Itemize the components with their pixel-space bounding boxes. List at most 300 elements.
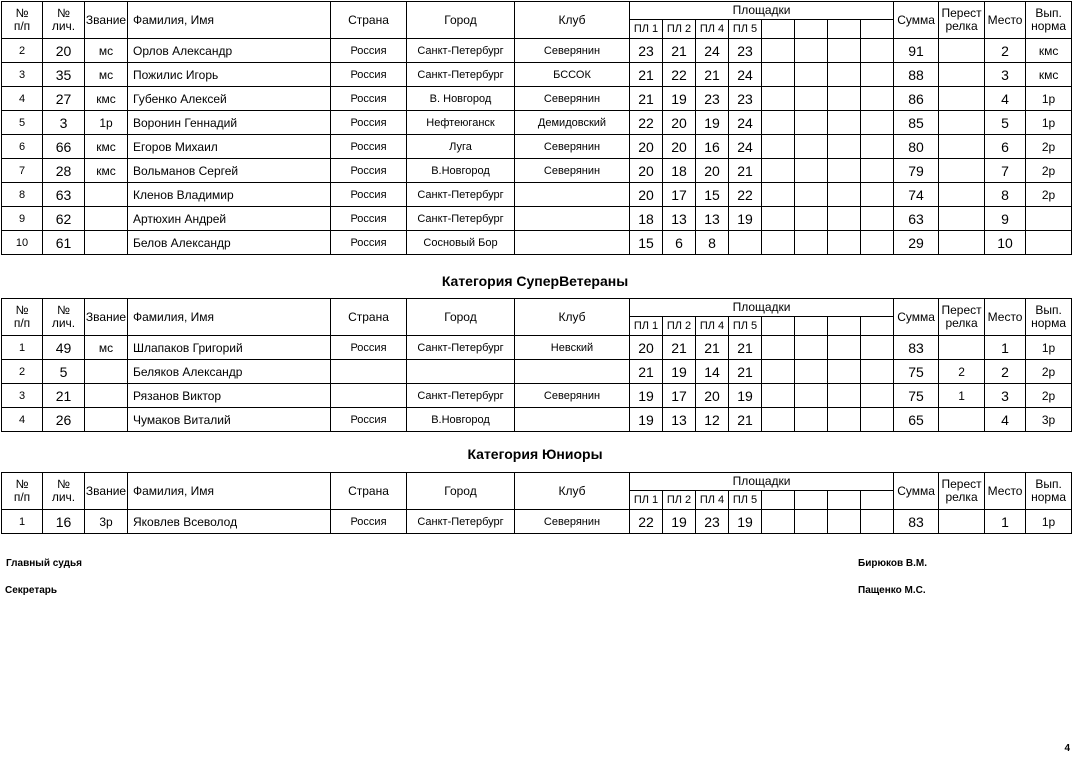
cell-area-empty [762, 135, 795, 159]
col-header-rank: Звание [85, 299, 128, 336]
col-header-sum: Сумма [894, 473, 939, 510]
cell-pl-2: 20 [663, 111, 696, 135]
cell-place: 3 [985, 63, 1026, 87]
cell-area-empty [795, 135, 828, 159]
cell-reshoot [939, 336, 985, 360]
cell-area-empty [861, 408, 894, 432]
cell-rank [85, 207, 128, 231]
col-header-areas: Площадки [630, 473, 894, 491]
cell-area-empty [861, 231, 894, 255]
col-header-norm [1026, 299, 1072, 336]
col-header-area-empty [861, 317, 894, 336]
col-header-index [2, 473, 43, 510]
cell-place: 1 [985, 336, 1026, 360]
cell-sum: 29 [894, 231, 939, 255]
cell-pl-2: 6 [663, 231, 696, 255]
cell-club: Северянин [515, 39, 630, 63]
cell-pl-1: 21 [630, 87, 663, 111]
cell-pl-2: 17 [663, 183, 696, 207]
cell-club [515, 408, 630, 432]
cell-area-empty [762, 183, 795, 207]
cell-pl-1: 19 [630, 408, 663, 432]
cell-area-empty [861, 336, 894, 360]
cell-sum: 65 [894, 408, 939, 432]
header-row [2, 473, 1072, 491]
cell-area-empty [762, 231, 795, 255]
cell-club: Северянин [515, 135, 630, 159]
col-header-license-line-2: лич. [51, 490, 76, 504]
col-header-reshoot-line-2: релка [945, 19, 978, 33]
col-header-reshoot-line-1: Перест [941, 477, 982, 491]
col-header-norm-line-2: норма [1031, 490, 1067, 504]
cell-name: Шлапаков Григорий [128, 336, 331, 360]
cell-index: 9 [2, 207, 43, 231]
cell-sum: 83 [894, 510, 939, 534]
col-header-license-line-1: № [57, 303, 70, 317]
col-header-norm-line-1: Вып. [1035, 6, 1062, 20]
table-row [2, 183, 1072, 207]
cell-sum: 79 [894, 159, 939, 183]
cell-country: Россия [331, 111, 407, 135]
cell-pl-4: 23 [729, 39, 762, 63]
cell-pl-3: 15 [696, 183, 729, 207]
table-row [2, 87, 1072, 111]
cell-area-empty [828, 183, 861, 207]
cell-pl-4: 21 [729, 360, 762, 384]
cell-area-empty [795, 336, 828, 360]
cell-country: Россия [331, 63, 407, 87]
cell-name: Беляков Александр [128, 360, 331, 384]
cell-sum: 75 [894, 384, 939, 408]
cell-place: 4 [985, 408, 1026, 432]
cell-index: 2 [2, 360, 43, 384]
cell-country: Россия [331, 336, 407, 360]
col-header-place: Место [985, 299, 1026, 336]
category-title-superveterans: Категория СуперВетераны [441, 273, 629, 289]
cell-rank: мс [85, 336, 128, 360]
col-header-pl-3: ПЛ 4 [696, 317, 729, 336]
cell-license: 26 [43, 408, 85, 432]
cell-city: В. Новгород [407, 87, 515, 111]
cell-index: 8 [2, 183, 43, 207]
cell-area-empty [762, 159, 795, 183]
cell-pl-2: 20 [663, 135, 696, 159]
table-row [2, 384, 1072, 408]
table-row [2, 63, 1072, 87]
col-header-pl-2: ПЛ 2 [663, 491, 696, 510]
cell-norm: кмс [1026, 63, 1072, 87]
cell-rank: мс [85, 63, 128, 87]
col-header-index-line-2: п/п [13, 490, 31, 504]
cell-pl-1: 19 [630, 384, 663, 408]
col-header-rank: Звание [85, 2, 128, 39]
cell-license: 61 [43, 231, 85, 255]
col-header-area-empty [828, 317, 861, 336]
cell-reshoot [939, 183, 985, 207]
col-header-area-empty [795, 20, 828, 39]
cell-name: Пожилис Игорь [128, 63, 331, 87]
cell-city: Сосновый Бор [407, 231, 515, 255]
cell-pl-1: 20 [630, 183, 663, 207]
cell-norm: 2р [1026, 159, 1072, 183]
cell-area-empty [861, 360, 894, 384]
col-header-area-empty [795, 317, 828, 336]
col-header-index [2, 2, 43, 39]
cell-norm: 2р [1026, 135, 1072, 159]
col-header-reshoot-line-2: релка [945, 490, 978, 504]
cell-country: Россия [331, 87, 407, 111]
table-row [2, 336, 1072, 360]
col-header-pl-1: ПЛ 1 [630, 317, 663, 336]
cell-norm: 1р [1026, 336, 1072, 360]
cell-license: 20 [43, 39, 85, 63]
cell-city: Луга [407, 135, 515, 159]
cell-license: 35 [43, 63, 85, 87]
cell-area-empty [762, 111, 795, 135]
cell-index: 1 [2, 336, 43, 360]
cell-pl-2: 21 [663, 39, 696, 63]
col-header-norm-line-2: норма [1031, 316, 1067, 330]
cell-license: 21 [43, 384, 85, 408]
cell-country: Россия [331, 159, 407, 183]
cell-area-empty [828, 231, 861, 255]
cell-city: Санкт-Петербург [407, 207, 515, 231]
col-header-reshoot-line-2: релка [945, 316, 978, 330]
cell-area-empty [861, 135, 894, 159]
cell-sum: 91 [894, 39, 939, 63]
cell-license: 49 [43, 336, 85, 360]
cell-area-empty [861, 207, 894, 231]
cell-index: 4 [2, 87, 43, 111]
cell-area-empty [861, 87, 894, 111]
cell-rank: кмс [85, 159, 128, 183]
cell-pl-4 [729, 231, 762, 255]
cell-area-empty [828, 510, 861, 534]
cell-license: 5 [43, 360, 85, 384]
cell-reshoot [939, 510, 985, 534]
cell-country [331, 384, 407, 408]
cell-pl-2: 19 [663, 360, 696, 384]
cell-pl-2: 18 [663, 159, 696, 183]
category-title-juniors: Категория Юниоры [467, 446, 603, 462]
col-header-license-line-2: лич. [51, 316, 76, 330]
cell-country [331, 360, 407, 384]
col-header-index [2, 299, 43, 336]
cell-license: 66 [43, 135, 85, 159]
col-header-club: Клуб [515, 473, 630, 510]
results-table-superveterans [1, 298, 1072, 432]
cell-area-empty [762, 408, 795, 432]
col-header-area-empty [762, 20, 795, 39]
col-header-index-line-2: п/п [13, 316, 31, 330]
cell-pl-4: 23 [729, 87, 762, 111]
cell-name: Орлов Александр [128, 39, 331, 63]
cell-rank [85, 408, 128, 432]
col-header-reshoot [939, 299, 985, 336]
cell-place: 8 [985, 183, 1026, 207]
cell-license: 16 [43, 510, 85, 534]
col-header-reshoot-line-1: Перест [941, 6, 982, 20]
cell-pl-2: 19 [663, 510, 696, 534]
col-header-reshoot [939, 2, 985, 39]
cell-norm: 2р [1026, 183, 1072, 207]
col-header-name: Фамилия, Имя [128, 2, 331, 39]
cell-license: 28 [43, 159, 85, 183]
cell-pl-3: 20 [696, 384, 729, 408]
cell-index: 3 [2, 63, 43, 87]
cell-club: Демидовский [515, 111, 630, 135]
col-header-club: Клуб [515, 299, 630, 336]
col-header-norm [1026, 2, 1072, 39]
cell-reshoot [939, 39, 985, 63]
cell-place: 1 [985, 510, 1026, 534]
cell-index: 2 [2, 39, 43, 63]
cell-reshoot: 2 [939, 360, 985, 384]
cell-norm: 1р [1026, 87, 1072, 111]
col-header-pl-2: ПЛ 2 [663, 20, 696, 39]
cell-reshoot [939, 135, 985, 159]
col-header-index-line-1: № [15, 303, 29, 317]
cell-area-empty [828, 87, 861, 111]
cell-area-empty [828, 39, 861, 63]
cell-club [515, 183, 630, 207]
col-header-city: Город [407, 473, 515, 510]
cell-pl-4: 21 [729, 408, 762, 432]
cell-city: Санкт-Петербург [407, 183, 515, 207]
cell-area-empty [828, 63, 861, 87]
cell-pl-3: 20 [696, 159, 729, 183]
cell-rank [85, 231, 128, 255]
col-header-name: Фамилия, Имя [128, 473, 331, 510]
cell-pl-3: 16 [696, 135, 729, 159]
cell-index: 4 [2, 408, 43, 432]
cell-pl-3: 21 [696, 63, 729, 87]
cell-area-empty [762, 384, 795, 408]
col-header-index-line-1: № [15, 477, 29, 491]
table-row [2, 39, 1072, 63]
cell-area-empty [828, 360, 861, 384]
cell-rank [85, 183, 128, 207]
cell-pl-1: 21 [630, 360, 663, 384]
cell-pl-3: 19 [696, 111, 729, 135]
col-header-license-line-2: лич. [51, 19, 76, 33]
cell-city: Санкт-Петербург [407, 336, 515, 360]
col-header-city: Город [407, 2, 515, 39]
col-header-pl-4: ПЛ 5 [729, 20, 762, 39]
col-header-place: Место [985, 2, 1026, 39]
cell-area-empty [828, 159, 861, 183]
cell-pl-3: 24 [696, 39, 729, 63]
cell-area-empty [762, 39, 795, 63]
cell-pl-4: 21 [729, 336, 762, 360]
cell-sum: 86 [894, 87, 939, 111]
cell-name: Яковлев Всеволод [128, 510, 331, 534]
cell-city [407, 360, 515, 384]
cell-pl-2: 19 [663, 87, 696, 111]
cell-reshoot [939, 63, 985, 87]
col-header-area-empty [828, 20, 861, 39]
cell-club [515, 207, 630, 231]
cell-place: 4 [985, 87, 1026, 111]
cell-pl-4: 24 [729, 63, 762, 87]
cell-pl-3: 23 [696, 510, 729, 534]
cell-area-empty [795, 63, 828, 87]
col-header-country: Страна [331, 2, 407, 39]
cell-area-empty [861, 159, 894, 183]
table-row [2, 135, 1072, 159]
col-header-club: Клуб [515, 2, 630, 39]
col-header-pl-2: ПЛ 2 [663, 317, 696, 336]
col-header-norm [1026, 473, 1072, 510]
cell-place: 6 [985, 135, 1026, 159]
cell-area-empty [861, 63, 894, 87]
cell-norm [1026, 231, 1072, 255]
cell-index: 1 [2, 510, 43, 534]
cell-norm: 2р [1026, 360, 1072, 384]
col-header-reshoot-line-1: Перест [941, 303, 982, 317]
cell-rank: кмс [85, 87, 128, 111]
cell-area-empty [762, 207, 795, 231]
cell-area-empty [861, 183, 894, 207]
cell-place: 7 [985, 159, 1026, 183]
secretary-name: Пащенко М.С. [858, 585, 926, 596]
cell-area-empty [861, 39, 894, 63]
page-number: 4 [1064, 743, 1070, 754]
cell-pl-4: 19 [729, 510, 762, 534]
cell-sum: 63 [894, 207, 939, 231]
cell-city: В.Новгород [407, 159, 515, 183]
cell-club: Невский [515, 336, 630, 360]
cell-norm: кмс [1026, 39, 1072, 63]
cell-city: Нефтеюганск [407, 111, 515, 135]
cell-sum: 74 [894, 183, 939, 207]
cell-name: Рязанов Виктор [128, 384, 331, 408]
cell-license: 62 [43, 207, 85, 231]
cell-sum: 75 [894, 360, 939, 384]
cell-rank: мс [85, 39, 128, 63]
cell-area-empty [795, 207, 828, 231]
results-table-juniors [1, 472, 1072, 534]
cell-club: Северянин [515, 87, 630, 111]
table-row [2, 207, 1072, 231]
cell-area-empty [861, 510, 894, 534]
col-header-country: Страна [331, 473, 407, 510]
col-header-license-line-1: № [57, 477, 70, 491]
col-header-index-line-2: п/п [13, 19, 31, 33]
table-row [2, 360, 1072, 384]
table-row [2, 510, 1072, 534]
cell-club [515, 360, 630, 384]
cell-area-empty [828, 384, 861, 408]
col-header-pl-3: ПЛ 4 [696, 491, 729, 510]
table-row [2, 159, 1072, 183]
cell-area-empty [828, 207, 861, 231]
cell-pl-4: 19 [729, 384, 762, 408]
col-header-area-empty [762, 317, 795, 336]
col-header-norm-line-2: норма [1031, 19, 1067, 33]
cell-reshoot [939, 207, 985, 231]
col-header-city: Город [407, 299, 515, 336]
cell-pl-4: 24 [729, 111, 762, 135]
cell-city: В.Новгород [407, 408, 515, 432]
cell-area-empty [861, 111, 894, 135]
cell-name: Губенко Алексей [128, 87, 331, 111]
col-header-license [43, 473, 85, 510]
cell-norm: 3р [1026, 408, 1072, 432]
cell-area-empty [795, 231, 828, 255]
cell-pl-1: 20 [630, 135, 663, 159]
cell-name: Белов Александр [128, 231, 331, 255]
cell-area-empty [795, 183, 828, 207]
cell-area-empty [795, 87, 828, 111]
col-header-norm-line-1: Вып. [1035, 303, 1062, 317]
cell-area-empty [795, 159, 828, 183]
col-header-license [43, 2, 85, 39]
cell-area-empty [795, 384, 828, 408]
cell-pl-1: 20 [630, 159, 663, 183]
cell-club: Северянин [515, 159, 630, 183]
col-header-license [43, 299, 85, 336]
table-row [2, 408, 1072, 432]
cell-index: 5 [2, 111, 43, 135]
cell-name: Вольманов Сергей [128, 159, 331, 183]
cell-pl-3: 12 [696, 408, 729, 432]
col-header-norm-line-1: Вып. [1035, 477, 1062, 491]
cell-reshoot [939, 159, 985, 183]
cell-index: 3 [2, 384, 43, 408]
cell-index: 10 [2, 231, 43, 255]
cell-license: 63 [43, 183, 85, 207]
cell-country: Россия [331, 231, 407, 255]
cell-area-empty [762, 63, 795, 87]
cell-reshoot [939, 231, 985, 255]
chief-judge-name: Бирюков В.М. [858, 558, 927, 569]
cell-area-empty [828, 408, 861, 432]
col-header-pl-4: ПЛ 5 [729, 317, 762, 336]
table-row [2, 231, 1072, 255]
cell-place: 2 [985, 360, 1026, 384]
cell-city: Санкт-Петербург [407, 510, 515, 534]
cell-reshoot: 1 [939, 384, 985, 408]
cell-area-empty [795, 408, 828, 432]
cell-area-empty [762, 336, 795, 360]
cell-area-empty [795, 111, 828, 135]
cell-pl-4: 22 [729, 183, 762, 207]
table-row [2, 111, 1072, 135]
cell-norm: 1р [1026, 510, 1072, 534]
cell-name: Артюхин Андрей [128, 207, 331, 231]
col-header-area-empty [762, 491, 795, 510]
cell-pl-4: 19 [729, 207, 762, 231]
cell-place: 5 [985, 111, 1026, 135]
cell-rank: 3р [85, 510, 128, 534]
col-header-place: Место [985, 473, 1026, 510]
col-header-pl-4: ПЛ 5 [729, 491, 762, 510]
cell-pl-3: 8 [696, 231, 729, 255]
cell-area-empty [828, 111, 861, 135]
cell-pl-3: 21 [696, 336, 729, 360]
cell-pl-1: 21 [630, 63, 663, 87]
cell-city: Санкт-Петербург [407, 384, 515, 408]
cell-name: Кленов Владимир [128, 183, 331, 207]
cell-sum: 85 [894, 111, 939, 135]
cell-pl-2: 22 [663, 63, 696, 87]
header-row [2, 2, 1072, 20]
cell-pl-4: 24 [729, 135, 762, 159]
cell-area-empty [762, 510, 795, 534]
cell-license: 3 [43, 111, 85, 135]
cell-pl-2: 13 [663, 207, 696, 231]
